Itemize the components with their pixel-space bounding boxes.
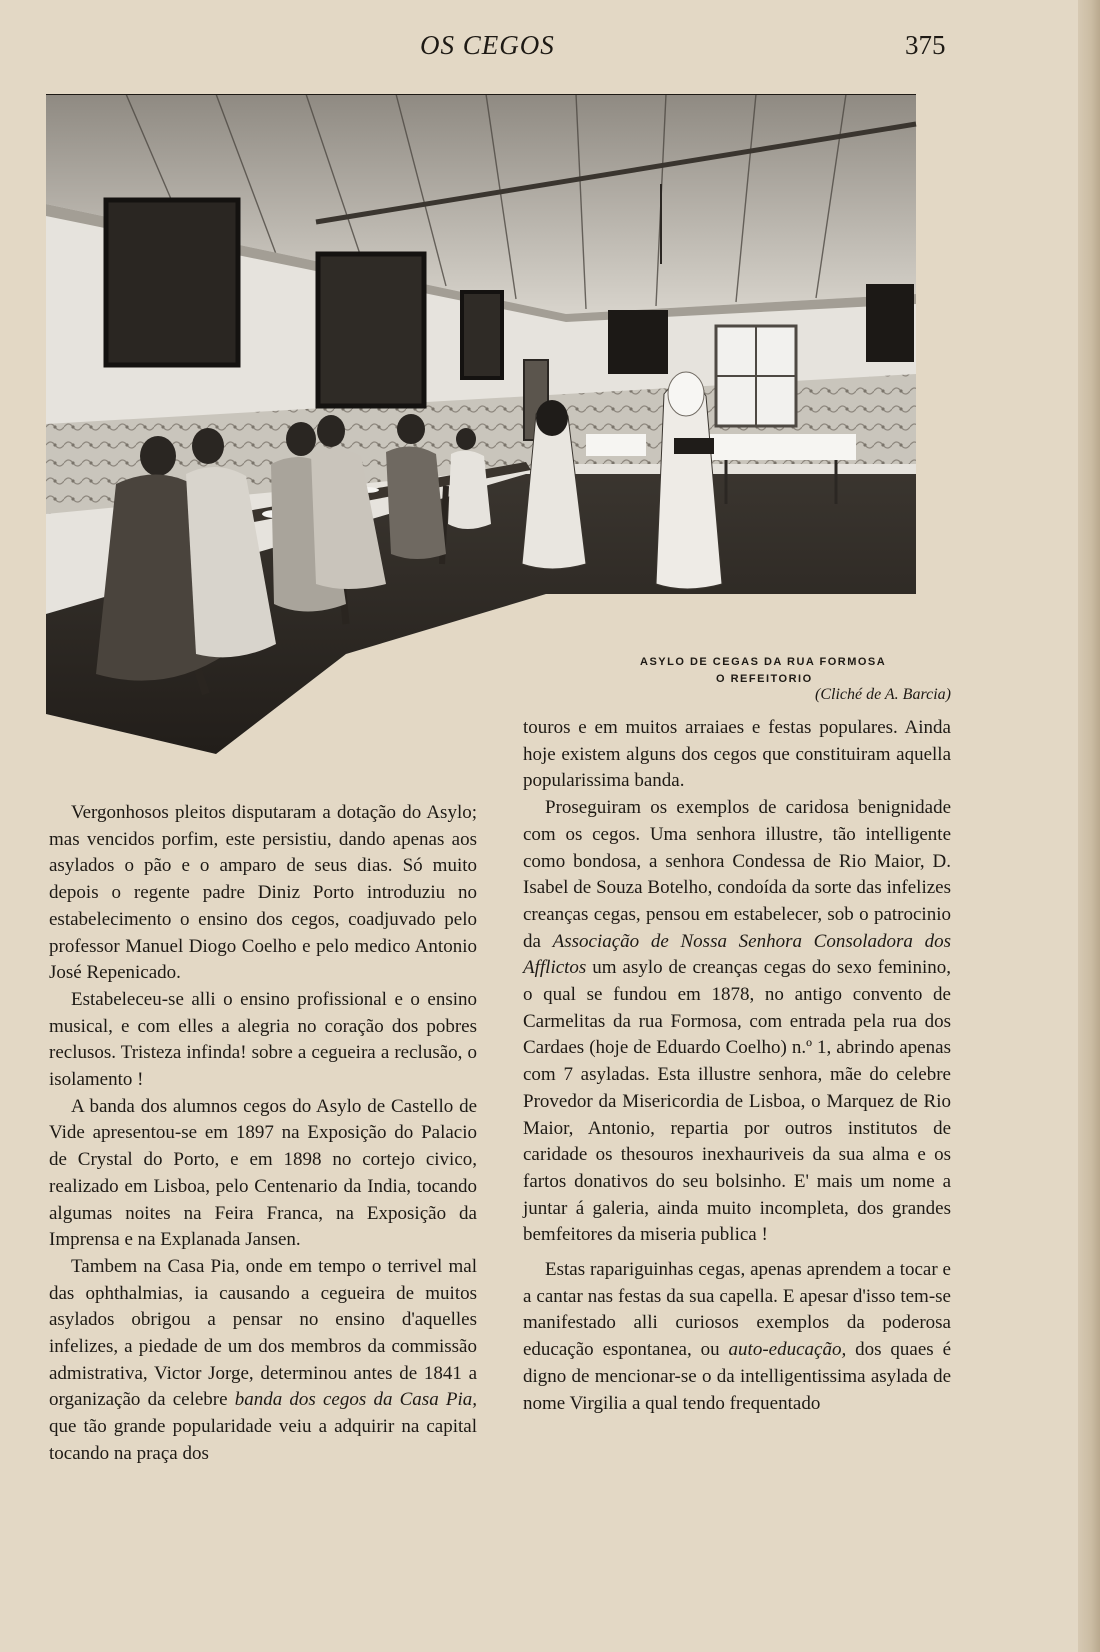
right-column — [523, 715, 951, 1417]
paragraph-text: Tambem na Casa Pia, onde em tempo o terrivel mal das ophthalmias, ia causando a cegueira de muitos asylados obrigou a pensar no ensino d'aquelles infelizes, a piedade de um dos membros da commissão admistrativa, Victor Jorge, determinou antes de 1841 a organização da celebre — [49, 1255, 477, 1411]
paragraph-text: um asylo de creanças cegas do sexo feminino, o qual se fundou em 1878, no antigo convento de Carmelitas da rua Formosa, com entrada pela rua dos Cardaes (hoje de Eduardo Coelho) n.º 1, abrindo apenas com 7 asyladas. Esta illustre senhora, mãe do celebre Provedor da Misericordia de Lisboa, o Marquez de Rio Maior, Antonio, repartia por outros institutos de caridade os thesouros inexhauriveis da sua alma e os fartos donativos do seu bolsinho. E' mais um nome a juntar á galeria, ainda muito incompleta, dos grandes bemfeitores da miseria publica ! — [523, 957, 951, 1246]
page-number: 375 — [905, 30, 946, 60]
paragraph-text: que tão grande popularidade veiu a adquirir na capital tocando na praça dos — [49, 1416, 477, 1464]
refectory-photograph — [46, 94, 964, 754]
paragraph — [523, 795, 951, 1249]
paragraph-text: dos quaes é digno de mencionar-se o da intelligentissima asylada de nome Virgilia a qual tendo frequentado — [523, 1339, 952, 1414]
paragraph — [49, 1254, 477, 1468]
paragraph: A banda dos alumnos cegos do Asylo de Castello de Vide apresentou-se em 1897 na Exposição do Palacio de Crystal do Porto, e em 1898 no cortejo civico, realizado em Lisboa, pelo Centenario da India, tocando algumas noites na Feira Franca, na Exposição da Imprensa e na Explanada Jansen. — [49, 1095, 477, 1251]
figure-caption-subtitle: O REFEITORIO — [716, 673, 813, 685]
paragraph-text: Proseguiram os exemplos de caridosa benignidade com os cegos. Uma senhora illustre, tão intelligente como bondosa, a senhora Condessa de Rio Maior, D. Isabel de Souza Botelho, condoída da sorte das infelizes creanças cegas, pensou em estabelecer, sob o patrocinio da — [523, 797, 951, 952]
photo-credit: (Cliché de A. Barcia) — [815, 686, 951, 703]
running-head: OS CEGOS — [420, 30, 555, 60]
paragraph: Estabeleceu-se alli o ensino profissional e o ensino musical, e com elles a alegria no coração dos pobres reclusos. Tristeza infinda! sobre a cegueira a reclusão, o isolamento ! — [49, 988, 477, 1091]
paragraph: touros e em muitos arraiaes e festas populares. Ainda hoje existem alguns dos cegos que constituiram aquella popularissima banda. — [523, 717, 951, 792]
italic-phrase: auto-educação, — [728, 1339, 847, 1361]
italic-phrase: Associação de Nossa Senhora Consoladora dos Afflictos — [523, 930, 951, 979]
paragraph-text: Estas rapariguinhas cegas, apenas aprendem a tocar e a cantar nas festas da sua capella. E apesar d'isso tem-se manifestado alli curiosos exemplos da poderosa educação espontanea, ou — [523, 1259, 951, 1361]
left-column — [49, 800, 477, 1468]
page-edge — [1078, 0, 1100, 1652]
figure-caption-title: ASYLO DE CEGAS DA RUA FORMOSA — [640, 656, 887, 668]
paragraph: Vergonhosos pleitos disputaram a dotação do Asylo; mas vencidos porfim, este persistiu, dando apenas aos asylados o pão e o amparo de seus dias. Só muito depois o regente padre Diniz Porto introduziu no estabelecimento o ensino dos cegos, coadjuvado pelo professor Manuel Diogo Coelho e pelo medico Antonio José Repenicado. — [49, 802, 477, 984]
italic-phrase: banda dos cegos da Casa Pia, — [234, 1389, 478, 1411]
paragraph — [523, 1257, 951, 1417]
